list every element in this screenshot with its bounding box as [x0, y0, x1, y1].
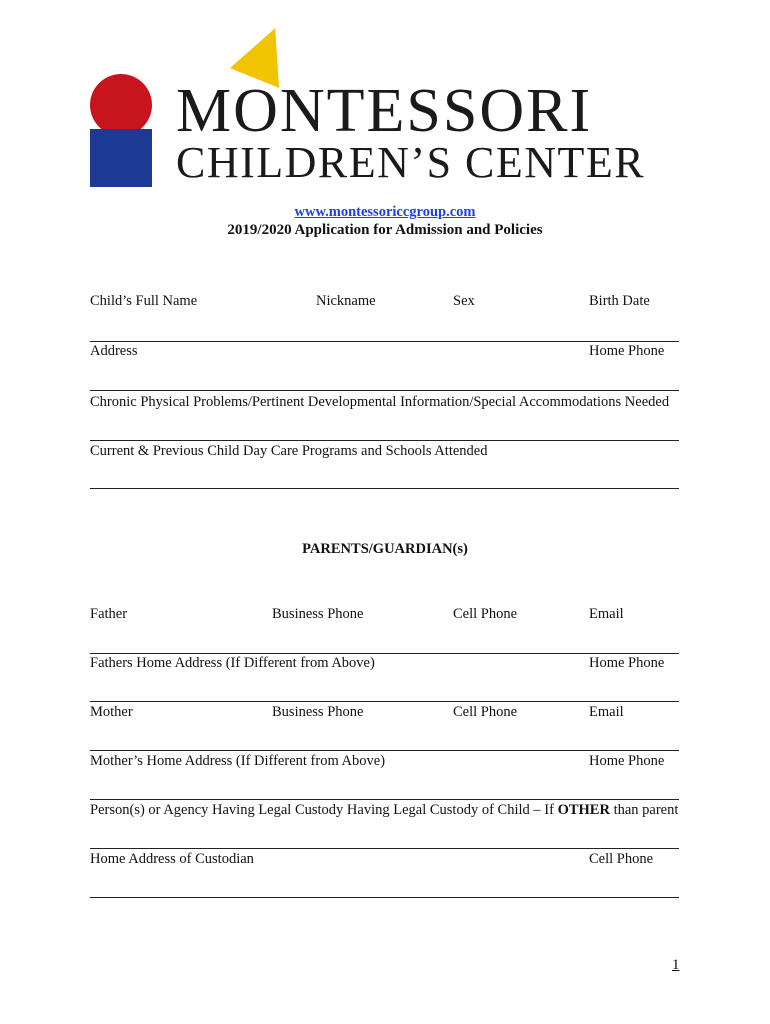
label-father-business-phone: Business Phone — [272, 606, 364, 622]
label-father-cell-phone: Cell Phone — [453, 606, 518, 622]
logo-circle — [90, 74, 152, 136]
label-mother: Mother — [90, 704, 133, 720]
label-father-home-phone: Home Phone — [589, 655, 665, 671]
label-mother-email: Email — [589, 704, 624, 720]
label-programs-attended: Current & Previous Child Day Care Programs and Schools Attended — [90, 443, 488, 459]
label-father-home-address: Fathers Home Address (If Different from Above) — [90, 655, 375, 671]
label-nickname: Nickname — [316, 293, 376, 309]
label-legal-custody — [90, 802, 678, 819]
fill-line-custodian[interactable] — [90, 897, 679, 898]
fill-line-father-address[interactable] — [90, 701, 679, 702]
logo-text-line1: MONTESSORI — [176, 77, 593, 145]
logo-square — [90, 129, 152, 187]
fill-line-programs[interactable] — [90, 488, 679, 489]
label-mother-business-phone: Business Phone — [272, 704, 364, 720]
label-mother-cell-phone: Cell Phone — [453, 704, 518, 720]
label-home-phone: Home Phone — [589, 343, 665, 359]
label-father: Father — [90, 606, 128, 622]
label-mother-home-address: Mother’s Home Address (If Different from Above) — [90, 753, 386, 769]
custody-text-prefix: Person(s) or Agency Having Legal Custody Having Legal Custody of Child – If — [90, 802, 558, 818]
label-address: Address — [90, 343, 138, 359]
fill-line-chronic[interactable] — [90, 440, 679, 441]
fill-line-custody[interactable] — [90, 848, 679, 849]
fill-line-mother[interactable] — [90, 750, 679, 751]
fill-line-mother-address[interactable] — [90, 799, 679, 800]
fill-line-address[interactable] — [90, 390, 679, 391]
label-child-full-name: Child’s Full Name — [90, 293, 198, 309]
page-number: 1 — [672, 957, 680, 973]
label-chronic-problems: Chronic Physical Problems/Pertinent Developmental Information/Special Accommodations Needed — [90, 394, 670, 410]
fill-line-father[interactable] — [90, 653, 679, 654]
label-mother-home-phone: Home Phone — [589, 753, 665, 769]
custody-text-other: OTHER — [557, 802, 610, 818]
label-custodian-address: Home Address of Custodian — [90, 851, 254, 867]
label-birth-date: Birth Date — [589, 293, 650, 309]
label-father-email: Email — [589, 606, 624, 622]
logo-text-line2: CHILDREN’S CENTER — [176, 138, 646, 187]
custody-text-suffix: than parent — [609, 802, 679, 818]
label-sex: Sex — [453, 293, 475, 309]
fill-line-child-info[interactable] — [90, 341, 679, 342]
section-heading-parents: PARENTS/GUARDIAN(s) — [302, 541, 468, 557]
page-title: 2019/2020 Application for Admission and Policies — [227, 222, 543, 238]
website-link[interactable]: www.montessoriccgroup.com — [294, 204, 476, 220]
label-custodian-cell-phone: Cell Phone — [589, 851, 654, 867]
logo — [88, 24, 688, 194]
